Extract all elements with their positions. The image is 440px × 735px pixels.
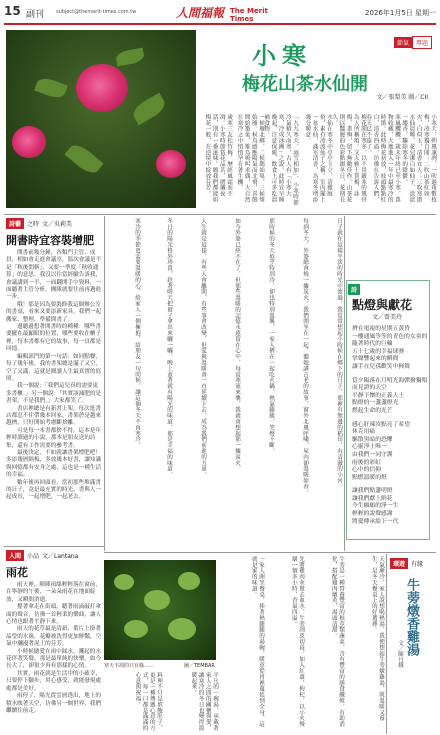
section-tag: 詩藝 xyxy=(6,218,24,229)
divider xyxy=(104,216,105,551)
feature-title-block xyxy=(204,34,436,110)
photo-caption: 寒天不凋的只有綠…… xyxy=(104,663,155,669)
poem-line: 將愛傳承給下一代 xyxy=(352,518,399,525)
right-essay-body xyxy=(222,556,384,732)
feature-column: 寒風颼颼，歲末年終已至小寒，萬物收藏，大地進入一年中最寒冷的時節。此時梅花初放，枝頭點點紅白，清香四溢，彷彿在告訴人們，春天已不遠了。 xyxy=(365,114,400,203)
paragraph: 雨停了，陽光從雲層透出，地上的積水映著天空，彷彿另一個世界，我們繼續往前走。 xyxy=(6,693,102,714)
essay-column: 日子就在這樣平淡的時光中流過，我常常想起小時候在鄉下的日子，那裡有無邊的稻田，有清澈的小河。 xyxy=(336,218,342,490)
article-body xyxy=(6,250,102,542)
essay-column: 每到冬天，外婆總會燒一爐炭火，我們圍坐在一起，聽她講古老的故事，窗外北風呼嘯，屋內卻溫暖如春。 xyxy=(302,218,308,496)
plant-shape xyxy=(114,574,134,590)
essay-column: 寒冷的季節更需要溫暖的心，給家人一個擁抱，給朋友一句問候，讓這個冬天不再寒冷。 xyxy=(134,218,140,449)
feature-column: 水仙在寒冬中亭亭玉立，清雅脫俗，素有凌波仙子之稱。室內擺上一盆水仙，滿室清香，為寒冬增添幾分暖意。 xyxy=(304,114,332,203)
paragraph: 哦！那是因為要裝修我這個辦公室的書桌，看來又要添新家具，我們一起搬家、整理、準備開書了。 xyxy=(6,301,102,323)
feature-title: 小寒 xyxy=(252,42,312,70)
divider xyxy=(4,546,104,547)
plant-shape xyxy=(178,572,200,590)
feature-column: 一候雁北鄉，二候鵲始巢，三候雉始雊。候鳥感應陽氣而北飛，喜鵲開始築巢，雉鳥鳴叫求偶，大自然在寒冷之中悄悄孕育著生機。 xyxy=(236,114,264,203)
paragraph: 雨天裡，陣陣雨絲輕輕落在窗前，在寧靜的午後，一朵朵雨花在地面綻放，又瞬間消逝。 xyxy=(6,582,101,603)
section-label-text: 小品 xyxy=(27,553,40,560)
feature-column: 梅花開在寒冬，以不畏嚴寒的風骨為人所稱頌。文人雅士賞梅、詠梅、畫梅，留下無數佳作。山茶花則以豔麗的色彩點綴冬日，花期長久。 xyxy=(331,114,366,203)
paragraph: 最後決定，不如就讓書架增肥吧！多添幾層隔板，多放幾本好書，讓知識與回憶都有安身之處，這也是一種生活的幸福。 xyxy=(6,449,102,479)
poem-line: 感心肝辣汝點亮了希望 xyxy=(352,421,410,428)
article-author: 文／Lantana xyxy=(42,553,79,560)
feature-column: 「九九寒天，雨雪相加」，小寒時節冷氣積久而寒，古人有「小寒大寒，冷成冰團」之說。此時宜早睡晚起，注意保暖，飲食上可多吃溫補食物。 xyxy=(263,114,298,206)
paragraph: 小時候總愛在雨中踩水，濺起的水花伴著笑聲，那是最單純的快樂。如今長大了，卻很少再有那樣的心情。 xyxy=(6,648,102,670)
photo-credit: 圖／TEMBAR xyxy=(184,663,215,669)
paragraph: 我一個說：「我們這兒真的需要更多書櫃。」另一個說：「其實該減肥的是書架，不是我們。」大家都笑了。 xyxy=(6,383,102,405)
divider xyxy=(4,214,436,215)
essay-column: 人生就是這樣，有些人會離開，有些事會改變，但愛與溫暖會一直延續下去，成為我們前進的力量。 xyxy=(200,218,206,478)
paragraph: 邊聽邊想著開書時的種種：哪些書要擺在最顯眼的位置，哪些要收在櫃子裡，每本書都有它的故事，每一頁都是回憶。 xyxy=(6,324,102,353)
plant-shape xyxy=(144,590,170,610)
poem-line: 心靈淨土唯一 xyxy=(352,444,387,451)
poem-line: 平靜下懷的正義人士 xyxy=(352,392,405,399)
poem-line: 今生願願的淨一生 xyxy=(352,503,399,510)
greenery-photo xyxy=(104,560,216,660)
paragraph: 雨天的花草最是清新，葉片上掛著晶瑩的水珠，花瓣被洗得更加鮮豔，空氣中瀰漫著泥土的芬芳。 xyxy=(6,626,102,648)
feature-body xyxy=(202,114,436,208)
essay-column: 如今外婆已經不在了，但那些溫暖的記憶永遠留在心中，每當寒流來襲，我就會想起那一爐炭火。 xyxy=(234,218,240,472)
essay-column: 先將雞肉汆燙去血水，牛蒡削皮切段，加入紅棗、枸杞，以小火慢燉一個多小時，香氣四溢。 xyxy=(290,556,304,728)
poem-line: 當夕陽落在月明光海彈撥獨唱 xyxy=(352,377,428,384)
poem-line: 驅散黑暗的恐懼 xyxy=(352,436,393,443)
leaf-shape xyxy=(130,93,168,126)
feature-article xyxy=(4,30,436,212)
poem-body xyxy=(352,326,428,526)
poem-line: 心中的信仰 xyxy=(352,467,381,474)
section-tag: 詩 xyxy=(348,284,360,295)
feature-tag: 節氣 xyxy=(394,37,412,48)
poem-author: 文／曾美玲 xyxy=(372,314,403,321)
poem-line: 燃起生命的光芒 xyxy=(352,407,393,414)
poem-line: 輕輕的說聲感謝 xyxy=(352,511,393,518)
section-tag: 環遊 xyxy=(390,558,408,569)
poem-line: 雨後的彩虹 xyxy=(352,459,381,466)
article-title: 雨花 xyxy=(6,566,28,579)
essay-column: 天氣漸冷，家人說想喝熱湯，我便想起牛蒡燉雞湯，既溫暖又養生，是冬天餐桌上的好選擇。 xyxy=(370,556,384,722)
divider xyxy=(104,552,436,553)
plant-shape xyxy=(124,620,148,638)
section-label xyxy=(6,218,72,229)
camellia-flower xyxy=(12,126,46,158)
section-label xyxy=(6,550,78,561)
poem-line: 一樓通風等等的青色的女童的 xyxy=(352,333,428,340)
feature-column: 歲寒三友松竹梅，歷經風霜而不凋。小寒時節賞花品茗，圍爐夜話，別有一番滋味。願我們都能如梅花一般，在逆境中綻放芬芳。 xyxy=(204,114,232,203)
issue-date: 2026年1月5日 星期一 xyxy=(365,9,436,17)
essay-column: 一家人圍坐餐桌，捧著熱騰騰的湯碗，暖意從胃裡蔓延到全身，這就是家的味道。 xyxy=(250,556,264,728)
section-label xyxy=(390,558,423,569)
plant-shape xyxy=(168,618,196,640)
essay-column: 那時候的冬天似乎特別冷，卻也特別溫馨，一家人擠在一起吃火鍋，熱氣騰騰，笑聲不斷。 xyxy=(268,218,274,454)
section-name: 副刊 xyxy=(26,10,45,20)
page-number: 15 xyxy=(4,4,21,18)
paragraph: 編輯部門的第一句話：如同點餐，每了幾年後，我的書架總是滿了又空，空了又滿，這就是閱讀人生最真實的寫照。 xyxy=(6,353,102,382)
feature-tags xyxy=(394,36,432,49)
camellia-flower xyxy=(76,64,128,112)
essay-column: 冬日的陽光格外珍貴，趁著晴天把被子拿出來曬一曬，晚上蓋著就有陽光的味道，那是幸福的味道。 xyxy=(166,218,172,478)
paragraph: 其實，雨花就是生活中的小確幸，只要停下腳步，用心感受，就能發現處處都是美好。 xyxy=(6,670,102,692)
logo-en: The Merit Times xyxy=(230,7,268,23)
poem-line: 讓我們獻上鮮花 xyxy=(352,495,393,502)
leaf-shape xyxy=(34,75,68,100)
paragraph: 可是每一本書都捨不得，這本是年輕時讀過的小說，那本是朋友送的詩集，還有工作需要的參考書。 xyxy=(6,427,101,449)
section-tag: 人間 xyxy=(6,550,24,561)
essay-column: 牛蒡是一種營養豐富的根莖類蔬菜，含有豐富的膳食纖維，有助消化，搭配雞肉燉煮，湯頭清甜。 xyxy=(330,556,344,728)
section-label-text: 有緣 xyxy=(411,561,424,568)
poem-title: 點燈與獻花 xyxy=(352,298,413,312)
newspaper-logo xyxy=(176,4,272,22)
leaf-shape xyxy=(64,141,103,178)
camellia-flower xyxy=(156,150,186,178)
paragraph: 數年後再回頭看，當初那些堆滿書的日子，竟是最充實的時光。書與人一起成長，一起增肥，一起老去。 xyxy=(6,479,102,501)
poem-line: 讓我們點盞明燈 xyxy=(352,488,393,495)
poem-line: 由我們一同守護 xyxy=(352,451,393,458)
article-title: 開書時宜容裝增肥 xyxy=(6,234,94,247)
poem-line: 五十七歲的幸福球賽 xyxy=(352,348,405,355)
feature-byline: 文／張梨美 圖／CII xyxy=(376,94,428,101)
article-author: 文／吳莉美 xyxy=(42,221,73,228)
essay-column: 料理不只是填飽肚子，更是一種傳遞心意的方式，每一口都是滿滿的心意與祝福。 xyxy=(134,672,162,731)
section-label-text: 之時 xyxy=(27,221,40,228)
paragraph: 書店裡總是有新書上架，每次逛書店都忍不住帶幾本回家，書架於是越來越擠，只好開始考慮斷捨離。 xyxy=(6,405,102,427)
article-author: 文／陳月娥 xyxy=(397,640,403,668)
feature-tag: 專題 xyxy=(412,36,432,49)
section-email: subject@themerit-times.com.tw xyxy=(56,9,137,15)
paragraph: 開書前幾分鐘，各類門主管、成員，相如會走進會議室，溫次會議是不是「秋後問斬」，又要一季度「秋收通算」的意思，我沒以往當經驗告訴我，會議講到一半，一面翻開手中資料，一面聽著主管分析，團隊就要往前再邁進一步。 xyxy=(6,250,102,301)
paragraph: 撐著傘走在街頭，聽著雨滴敲打傘面的聲音，彷彿一首輕柔的樂曲，讓人心情也跟著平靜下來。 xyxy=(6,604,102,626)
divider xyxy=(386,554,387,734)
divider xyxy=(344,216,345,551)
section-label xyxy=(348,284,360,295)
feature-subtitle: 梅花山茶水仙開 xyxy=(242,74,368,95)
bottom-essay xyxy=(108,672,218,732)
essay-column: 平凡的一碗湯，承載著家人之間的關懷與愛，讓寒冷的冬日也變得溫暖起來。 xyxy=(190,672,218,731)
feature-column: 小寒天，朔風凜冽，一吹過角數枝梅，凌寒獨自開；二吹山茶紅如火，白似玉，清香宜人；三吹寒節水仙晨晞，花兒潔白如仙子，淡淡一縷香，驅除寒冬的陰鬱。 xyxy=(401,114,436,203)
poem-line: 點燈的一盞盞燈光 xyxy=(352,400,399,407)
article-body xyxy=(6,582,102,732)
poem-line: 讓手在兒孫歡笑中揮舞 xyxy=(352,363,410,370)
poem-line: 掌聲響起來的瞬間 xyxy=(352,356,399,363)
poem-line: 隨著時代的巨輪 xyxy=(352,341,393,348)
poem-line: 而見證的天空 xyxy=(352,385,387,392)
poem-line: 擠在電視的星期五黃昏 xyxy=(352,326,410,332)
camellia-photo xyxy=(6,30,196,208)
middle-essay xyxy=(108,218,342,548)
poem-line: 點燃溫暖的燈 xyxy=(352,474,387,481)
leaf-shape xyxy=(115,48,145,67)
logo-zh: 人間福報 xyxy=(176,6,225,20)
masthead xyxy=(4,3,436,25)
article-title: 牛蒡燉香雞湯 xyxy=(404,578,419,656)
poem-line: 休克用痛 xyxy=(352,429,376,436)
